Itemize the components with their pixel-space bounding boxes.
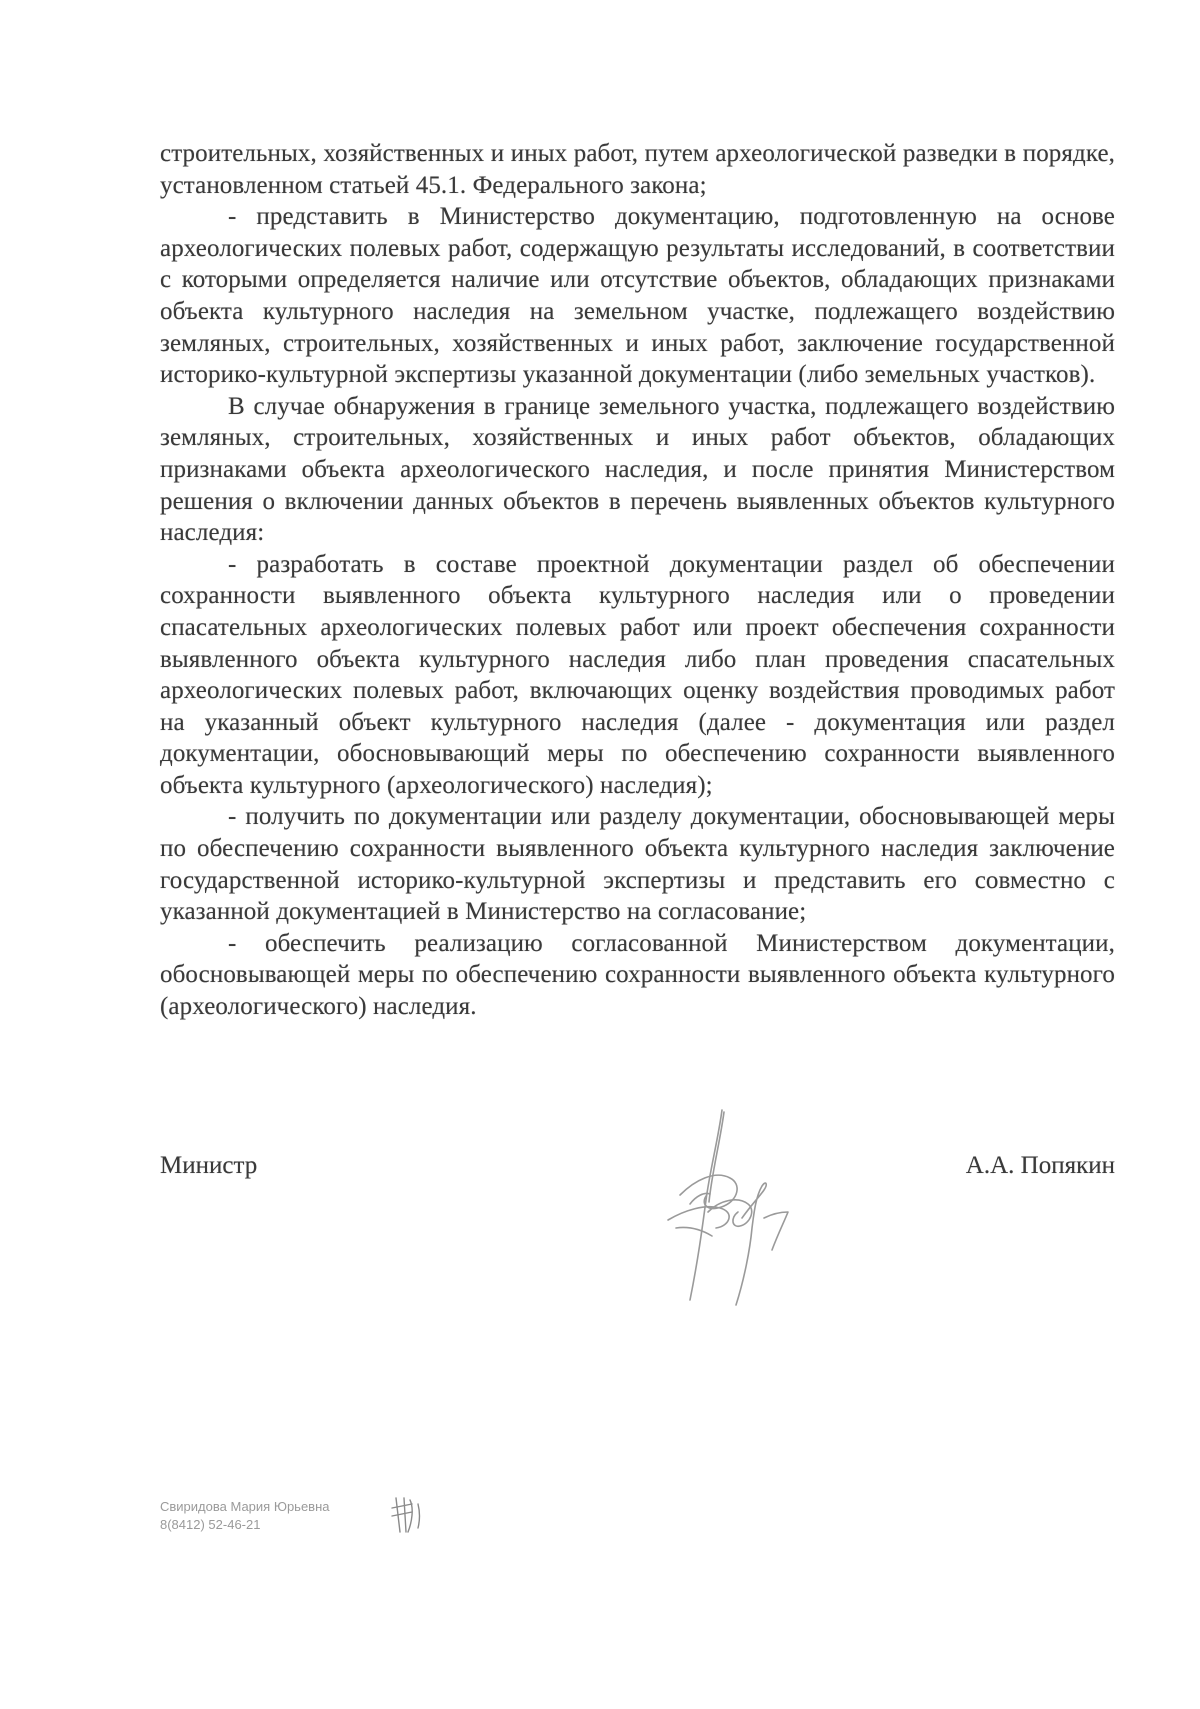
signature-block	[160, 1152, 1115, 1192]
paragraph-continuation: строительных, хозяйственных и иных работ, путем археологической разведки в порядке, установленном статьей 45.1. Федерального закона;	[160, 140, 1115, 199]
paragraph-submit-documentation: - представить в Министерство документацию, подготовленную на основе археологических полевых работ, содержащую результаты исследований, в соответствии с которыми определяется наличие или отсутствие объектов, обладающих признаками объекта культурного наследия на земельном участке, подлежащего воздействию земляных, строительных, хозяйственных и иных работ, заключение государственной историко-культурной экспертизы указанной документации (либо земельных участков).	[160, 203, 1115, 389]
executor-phone: 8(8412) 52-46-21	[160, 1517, 261, 1532]
paragraph-obtain-expertise: - получить по документации или разделу документации, обосновывающей меры по обеспечению сохранности выявленного объекта культурного наследия заключение государственной историко-культурной экспертизы и представить его совместно с указанной документацией в Министерство на согласование;	[160, 803, 1115, 926]
handwritten-signature	[660, 1100, 810, 1320]
executor-footer	[160, 1498, 330, 1534]
document-body	[160, 138, 1115, 1023]
paragraph-discovery-case: В случае обнаружения в границе земельного участка, подлежащего воздействию земляных, строительных, хозяйственных и иных работ объектов, обладающих признаками объекта археологического наследия, и после принятия Министерством решения о включении данных объектов в перечень выявленных объектов культурного наследия:	[160, 392, 1115, 547]
paragraph-develop-section: - разработать в составе проектной документации раздел об обеспечении сохранности выявленного объекта культурного наследия или о проведении спасательных археологических полевых работ или проект обеспечения сохранности выявленного объекта культурного наследия либо план проведения спасательных археологических полевых работ, включающих оценку воздействия проводимых работ на указанный объект культурного наследия (далее - документация или раздел документации, обосновывающий меры по обеспечению сохранности выявленного объекта культурного (археологического) наследия);	[160, 550, 1115, 799]
paragraph-ensure-implementation: - обеспечить реализацию согласованной Министерством документации, обосновывающей меры по обеспечению сохранности выявленного объекта культурного (археологического) наследия.	[160, 929, 1115, 1021]
executor-name: Свиридова Мария Юрьевна	[160, 1499, 330, 1514]
signatory-name: А.А. Попякин	[965, 1152, 1115, 1179]
signatory-title: Министр	[160, 1152, 258, 1179]
executor-initials-mark	[388, 1494, 428, 1536]
